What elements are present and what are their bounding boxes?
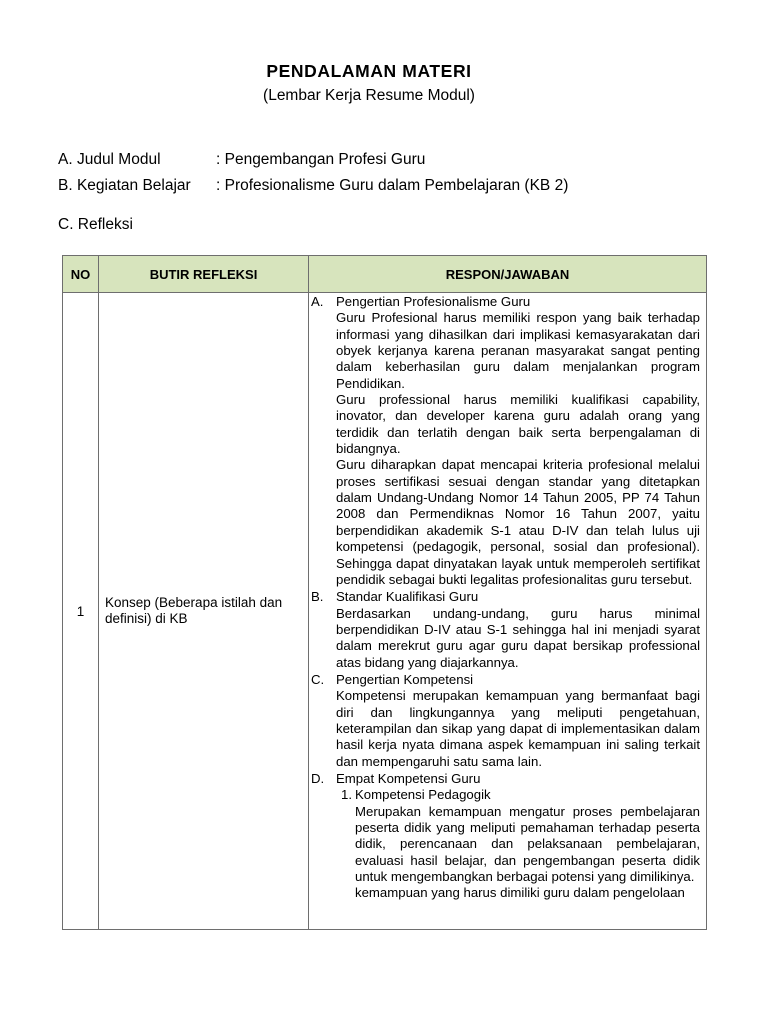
row-response (309, 293, 707, 930)
subsection-body (309, 804, 706, 902)
section-paragraph: Guru diharapkan dapat mencapai kriteria profesional melalui proses sertifikasi sesuai dengan standar yang ditetapkan dalam Undang-Undang Nomor 14 Tahun 2005, PP 74 Tahun 2008 dan Permendiknas Nomor 16 Tahun 2007, yaitu berpendidikan akademik S-1 atau D-IV dan telah lulus uji kompetensi (pedagogik, personal, sosial dan profesional). Sehingga dapat dinyatakan layak untuk memperoleh sertifikat pendidik sebagai bukti legalitas profesionalitas guru tersebut. (336, 457, 700, 587)
section-body (309, 688, 706, 770)
section-title: Standar Kualifikasi Guru (336, 589, 479, 605)
row-butir-refleksi: Konsep (Beberapa istilah dan definisi) di KB (99, 293, 309, 930)
section-title: Pengertian Kompetensi (336, 671, 474, 687)
header-respon-jawaban: RESPON/JAWABAN (309, 256, 707, 293)
learning-activity-label: B. Kegiatan Belajar (58, 177, 191, 194)
subsection-heading (309, 787, 706, 803)
module-title-label: A. Judul Modul (58, 151, 161, 168)
page-subtitle: (Lembar Kerja Resume Modul) (263, 87, 475, 104)
response-section (309, 588, 706, 671)
section-paragraph: Berdasarkan undang-undang, guru harus minimal berpendidikan D-IV atau S-1 sehingga hal ini menjadi syarat dalam merekrut guru agar guru dapat bersikap professional atas bidang yang diajarkannya. (336, 605, 700, 670)
page-title: PENDALAMAN MATERI (266, 61, 472, 81)
header-butir-refleksi: BUTIR REFLEKSI (99, 256, 309, 293)
section-letter: A. (311, 294, 324, 309)
response-section (309, 671, 706, 770)
reflection-table (62, 255, 707, 930)
header-no: NO (63, 256, 99, 293)
response-section (309, 770, 706, 902)
section-paragraph: Kompetensi merupakan kemampuan yang bermanfaat bagi diri dan lingkungannya yang meliputi pengetahuan, keterampilan dan sikap yang dapat di implementasikan dalam hasil kerja nyata dimana aspek kemampuan ini saling terkait dan mempengaruhi satu sama lain. (336, 688, 700, 769)
module-title-line (58, 151, 425, 169)
section-letter: D. (311, 770, 325, 786)
section-heading (309, 589, 706, 605)
reflection-heading (58, 216, 133, 234)
reflection-label: C. Refleksi (58, 216, 133, 233)
section-body (309, 606, 706, 671)
section-title: Pengertian Profesionalisme Guru (336, 294, 531, 309)
section-heading (309, 771, 706, 787)
subsection-paragraph: kemampuan yang harus dimiliki guru dalam pengelolaan (355, 885, 685, 901)
subsection-title: Kompetensi Pedagogik (355, 787, 491, 803)
learning-activity-value: : Profesionalisme Guru dalam Pembelajaran (KB 2) (216, 177, 569, 194)
table-header-row (63, 256, 707, 293)
subsection-paragraph: Merupakan kemampuan mengatur proses pembelajaran peserta didik yang meliputi pemahaman terhadap peserta didik, perencanaan dan pelaksanaan pembelajaran, evaluasi hasil belajar, dan pengembangan peserta didik untuk mengembangkan berbagai potensi yang dimilikinya. (355, 803, 700, 885)
section-letter: B. (311, 589, 324, 605)
section-paragraph: Guru Profesional harus memiliki respon yang baik terhadap informasi yang dihasilkan dari implikasi kemasyarakatan dari obyek kerjanya karena peranan masyarakat sangat penting dalam keberhasilan guru dalam menjalankan program Pendidikan. (336, 310, 700, 391)
table-row (63, 293, 707, 930)
subsection-number: 1. (341, 787, 352, 803)
section-body (309, 310, 706, 588)
learning-activity-line (58, 177, 568, 195)
module-title-value: : Pengembangan Profesi Guru (216, 151, 426, 168)
section-heading (309, 672, 706, 688)
row-number: 1 (63, 293, 99, 930)
response-section (309, 293, 706, 588)
section-heading (309, 294, 706, 310)
section-title: Empat Kompetensi Guru (336, 770, 481, 786)
section-letter: C. (311, 671, 325, 687)
section-paragraph: Guru professional harus memiliki kualifikasi capability, inovator, dan developer karena guru adalah orang yang terdidik dan terlatih dengan baik serta berpengalaman di bidangnya. (336, 392, 700, 457)
